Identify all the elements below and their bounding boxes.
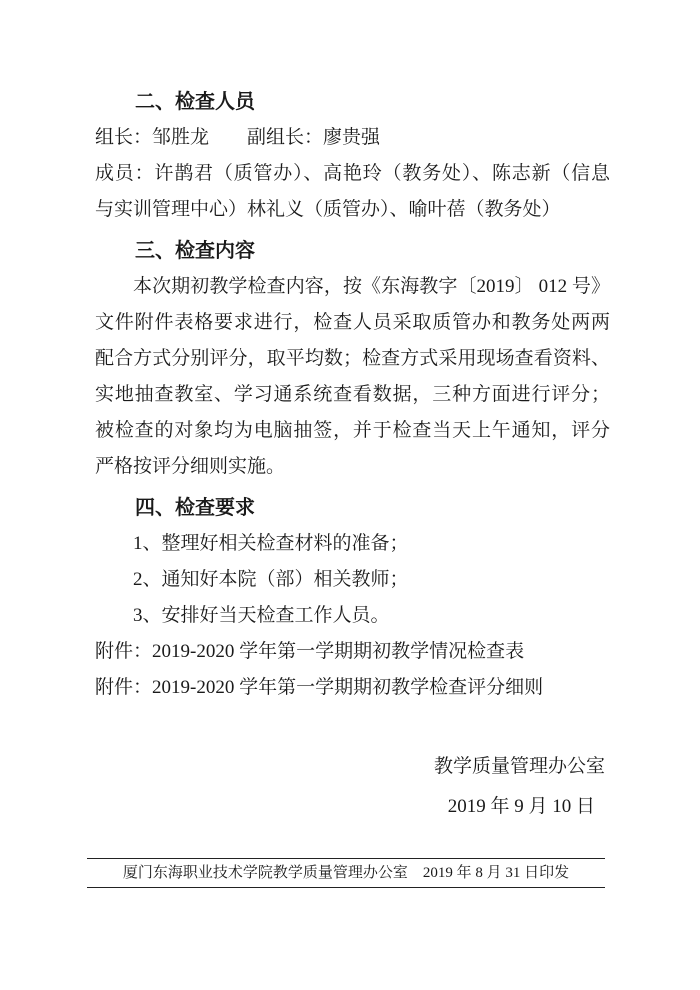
section-heading-requirements: 四、检查要求 xyxy=(135,497,255,519)
footer-imprint: 厦门东海职业技术学院教学质量管理办公室 2019 年 8 月 31 日印发 xyxy=(87,858,605,888)
signature-office: 教学质量管理办公室 xyxy=(433,756,605,777)
content-body-line: 配合方式分别评分，取平均数；检查方式采用现场查看资料、 xyxy=(95,348,610,369)
members-line-2: 与实训管理中心）林礼义（质管办）、喻叶蓓（教务处） xyxy=(95,199,561,220)
attachment-line: 附件：2019-2020 学年第一学期期初教学情况检查表 xyxy=(95,641,525,662)
attachment-line: 附件：2019-2020 学年第一学期期初教学检查评分细则 xyxy=(95,677,544,698)
content-body-line: 文件附件表格要求进行，检查人员采取质管办和教务处两两 xyxy=(95,312,610,333)
members-line-1: 成员：许鹊君（质管办）、高艳玲（教务处）、陈志新（信息 xyxy=(95,163,610,184)
signature-block xyxy=(95,747,610,827)
content-body-line: 本次期初教学检查内容，按《东海教字〔2019〕 012 号》 xyxy=(133,276,610,297)
content-body-line: 严格按评分细则实施。 xyxy=(95,456,286,477)
content-body-line: 实地抽查教室、学习通系统查看数据，三种方面进行评分； xyxy=(95,384,610,405)
section-heading-personnel: 二、检查人员 xyxy=(135,91,255,113)
document-body xyxy=(95,84,610,827)
section-heading-content: 三、检查内容 xyxy=(135,240,255,262)
leaders-line: 组长：邹胜龙 副组长：廖贵强 xyxy=(95,127,381,148)
requirement-item: 3、安排好当天检查工作人员。 xyxy=(133,605,390,626)
content-body-line: 被检查的对象均为电脑抽签，并于检查当天上午通知，评分 xyxy=(95,420,610,441)
requirement-item: 1、整理好相关检查材料的准备； xyxy=(133,533,409,554)
signature-date: 2019 年 9 月 10 日 xyxy=(447,796,595,817)
requirement-item: 2、通知好本院（部）相关教师； xyxy=(133,569,409,590)
